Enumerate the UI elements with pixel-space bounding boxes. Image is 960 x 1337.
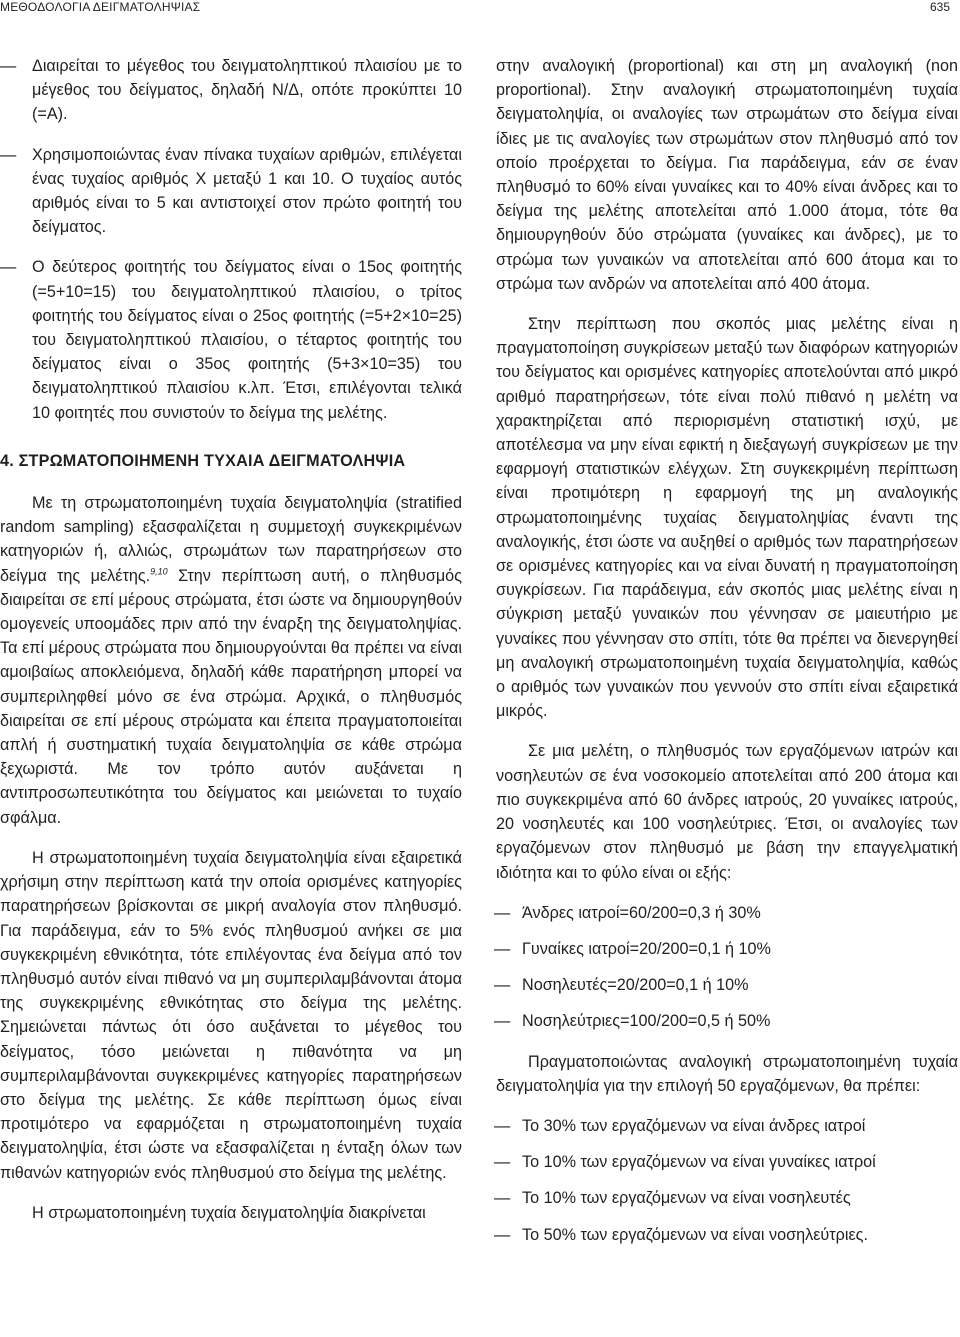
paragraph-stratified-definition: [0, 491, 462, 830]
paragraph-usefulness: Η στρωματοποιημένη τυχαία δειγματοληψία είναι εξαιρετικά χρήσιμη στην περίπτωση κατά την οποία ορισμένες κατηγορίες παρατηρήσεων βρίσκονται σε μικρή αναλογία στον πληθυσμό. Για παράδειγμα, εάν το 5% ενός πληθυσμού ανήκει σε μια συγκεκριμένη εθνικότητα, τότε επιλέγοντας ένα δείγμα από τον πληθυσμό αυτόν είναι πιθανό να μη συμπεριλαμβάνονται άτομα της συγκεκριμένης εθνικότητας στο δείγμα της μελέτης. Σημειώνεται πάντως ότι όσο αυξάνεται το μέγεθος του δείγματος, τόσο μειώνεται η πιθανότητα να μη συμπεριλαμβάνονται συγκεκριμένες κατηγορίες παρατηρήσεων στο δείγμα της μελέτης. Σε κάθε περίπτωση όμως είναι προτιμότερο να εφαρμόζεται η στρωματοποιημένη τυχαία δειγματοληψία, έτσι ώστε να εξασφαλίζεται η ένταξη όλων των πιθανών κατηγοριών ενός πληθυσμού στο δείγμα της μελέτης.: [0, 848, 462, 1182]
reference-superscript: 9,10: [150, 566, 168, 577]
selection-item: — Το 10% των εργαζόμενων να είναι γυναίκες ιατροί: [496, 1150, 958, 1174]
ratio-item: — Νοσηλεύτριες=100/200=0,5 ή 50%: [496, 1009, 958, 1033]
paragraph-proportional: στην αναλογική (proportional) και στη μη αναλογική (non proportional). Στην αναλογική στρωματοποιημένη τυχαία δειγματοληψία, οι αναλογίες των στρωμάτων στο δείγμα είναι ίδιες με τις αναλογίες των στρωμάτων στον πληθυσμό από τον οποίο προέρχεται το δείγμα. Για παράδειγμα, εάν σε έναν πληθυσμό το 60% είναι γυναίκες και το 40% είναι άνδρες και το δείγμα της μελέτης αποτελείται από 1.000 άτομα, τότε θα δημιουργηθούν δύο στρώματα (γυναίκες και άνδρες), με το στρώμα των γυναικών να αποτελείται από 600 άτομα και το στρώμα των ανδρών να αποτελείται από 400 άτομα.: [496, 57, 958, 293]
paragraph-example: Σε μια μελέτη, ο πληθυσμός των εργαζόμενων ιατρών και νοσηλευτών σε ένα νοσοκομείο αποτελείται από 200 άτομα και πιο συγκεκριμένα από 60 άνδρες ιατρούς, 20 γυναίκες ιατρούς, 20 νοσηλευτές και 100 νοσηλεύτριες. Έτσι, οι αναλογίες των εργαζόμενων στον πληθυσμό με βάση την επαγγελματική ιδιότητα και το φύλο είναι οι εξής:: [496, 742, 958, 882]
paragraph-non-proportional: Στην περίπτωση που σκοπός μιας μελέτης είναι η πραγματοποίηση συγκρίσεων μεταξύ των διαφόρων κατηγοριών του δείγματος και ορισμένες κατηγορίες αποτελούνται από μικρό αριθμό παρατηρήσεων, τότε είναι πολύ πιθανό η μελέτη να χαρακτηρίζεται από περιορισμένη στατιστική ισχύ, με αποτέλεσμα να μην είναι εφικτή η διεξαγωγή συγκρίσεων με την εφαρμογή στατιστικών ελέγχων. Στη συγκεκριμένη περίπτωση είναι προτιμότερη η εφαρμογή της μη αναλογικής στρωματοποιημένης τυχαίας δειγματοληψίας έναντι της αναλογικής, έτσι ώστε να αυξηθεί ο αριθμός των παρατηρήσεων σε ορισμένες κατηγορίες και να είναι δυνατή η πραγματοποίηση συγκρίσεων. Για παράδειγμα, εάν σκοπός μιας μελέτης είναι η σύγκριση μεταξύ γυναικών που γέννησαν σε μαιευτήριο με γυναίκες που γέννησαν στο σπίτι, τότε θα πρέπει να διενεργηθεί μη αναλογική στρωματοποιημένη τυχαία δειγματοληψία, καθώς ο αριθμός των γυναικών που γεννούν στο σπίτι είναι εξαιρετικά μικρός.: [496, 315, 958, 721]
selection-item: — Το 10% των εργαζόμενων να είναι νοσηλευτές: [496, 1186, 958, 1210]
paragraph-text: Με τη στρωματοποιημένη τυχαία δειγματοληψία (stratified random sampling) εξασφαλίζεται η συμμετοχή συγκεκριμένων κατηγοριών ή, αλλιώς, στρωμάτων των παρατηρήσεων στο δείγμα της μελέτης.: [0, 494, 462, 585]
paragraph-selection: Πραγματοποιώντας αναλογική στρωματοποιημένη τυχαία δειγματοληψία για την επιλογή 50 εργαζόμενων, θα πρέπει:: [496, 1052, 958, 1095]
running-header-title: ΜΕΘΟΔΟΛΟΓΙΑ ΔΕΙΓΜΑΤΟΛΗΨΙΑΣ: [0, 0, 201, 14]
step-2: — Χρησιμοποιώντας έναν πίνακα τυχαίων αριθμών, επιλέγεται ένας τυχαίος αριθμός Χ μεταξύ 1 και 10. Ο τυχαίος αυτός αριθμός είναι το 5 και αντιστοιχεί στον πρώτο φοιτητή του δείγματος.: [0, 143, 462, 240]
ratio-item: — Άνδρες ιατροί=60/200=0,3 ή 30%: [496, 901, 958, 925]
paragraph-types-start: Η στρωματοποιημένη τυχαία δειγματοληψία διακρίνεται: [32, 1203, 426, 1222]
page-number: 635: [929, 0, 950, 14]
paragraph-text: Στην περίπτωση αυτή, ο πληθυσμός διαιρείται σε επί μέρους στρώματα, έτσι ώστε να δημιουργηθούν ομογενείς υποομάδες πριν από την έναρξη της δειγματοληψίας. Τα επί μέρους στρώματα που δημιουργούνται θα πρέπει να είναι αμοιβαίως αποκλειόμενα, δηλαδή κάθε παρατήρηση μπορεί να συμπεριληφθεί μόνο σε ένα στρώμα. Αρχικά, ο πληθυσμός διαιρείται σε επί μέρους στρώματα και έπειτα πραγματοποιείται απλή ή συστηματική τυχαία δειγματοληψία σε κάθε στρώμα ξεχωριστά. Με τον τρόπο αυτόν αυξάνεται η αντιπροσωπευτικότητα του δείγματος και μειώνεται το τυχαίο σφάλμα.: [0, 566, 462, 827]
step-3: — Ο δεύτερος φοιτητής του δείγματος είναι ο 15ος φοιτητής (=5+10=15) του δειγματοληπτικού πλαισίου, ο τρίτος φοιτητής του δείγματος είναι ο 25ος φοιτητής (=5+2×10=25) του δειγματοληπτικού πλαισίου, ο τέταρτος φοιτητής του δείγματος είναι ο 35ος φοιτητής (5+3×10=35) του δειγματοληπτικού πλαισίου κ.λπ. Έτσι, επιλέγονται τελικά 10 φοιτητές που συνιστούν το δείγμα της μελέτης.: [0, 255, 462, 424]
step-1: — Διαιρείται το μέγεθος του δειγματοληπτικού πλαισίου με το μέγεθος του δείγματος, δηλαδή Ν/Δ, οπότε προκύπτει 10 (=Α).: [0, 54, 462, 127]
selection-item: — Το 50% των εργαζόμενων να είναι νοσηλεύτριες.: [496, 1223, 958, 1247]
section-heading: 4. ΣΤΡΩΜΑΤΟΠΟΙΗΜΕΝΗ ΤΥΧΑΙΑ ΔΕΙΓΜΑΤΟΛΗΨΙΑ: [0, 451, 406, 470]
left-column: [0, 54, 462, 1241]
ratio-item: — Νοσηλευτές=20/200=0,1 ή 10%: [496, 973, 958, 997]
ratio-item: — Γυναίκες ιατροί=20/200=0,1 ή 10%: [496, 937, 958, 961]
right-column: [496, 54, 958, 1259]
selection-item: — Το 30% των εργαζόμενων να είναι άνδρες ιατροί: [496, 1114, 958, 1138]
